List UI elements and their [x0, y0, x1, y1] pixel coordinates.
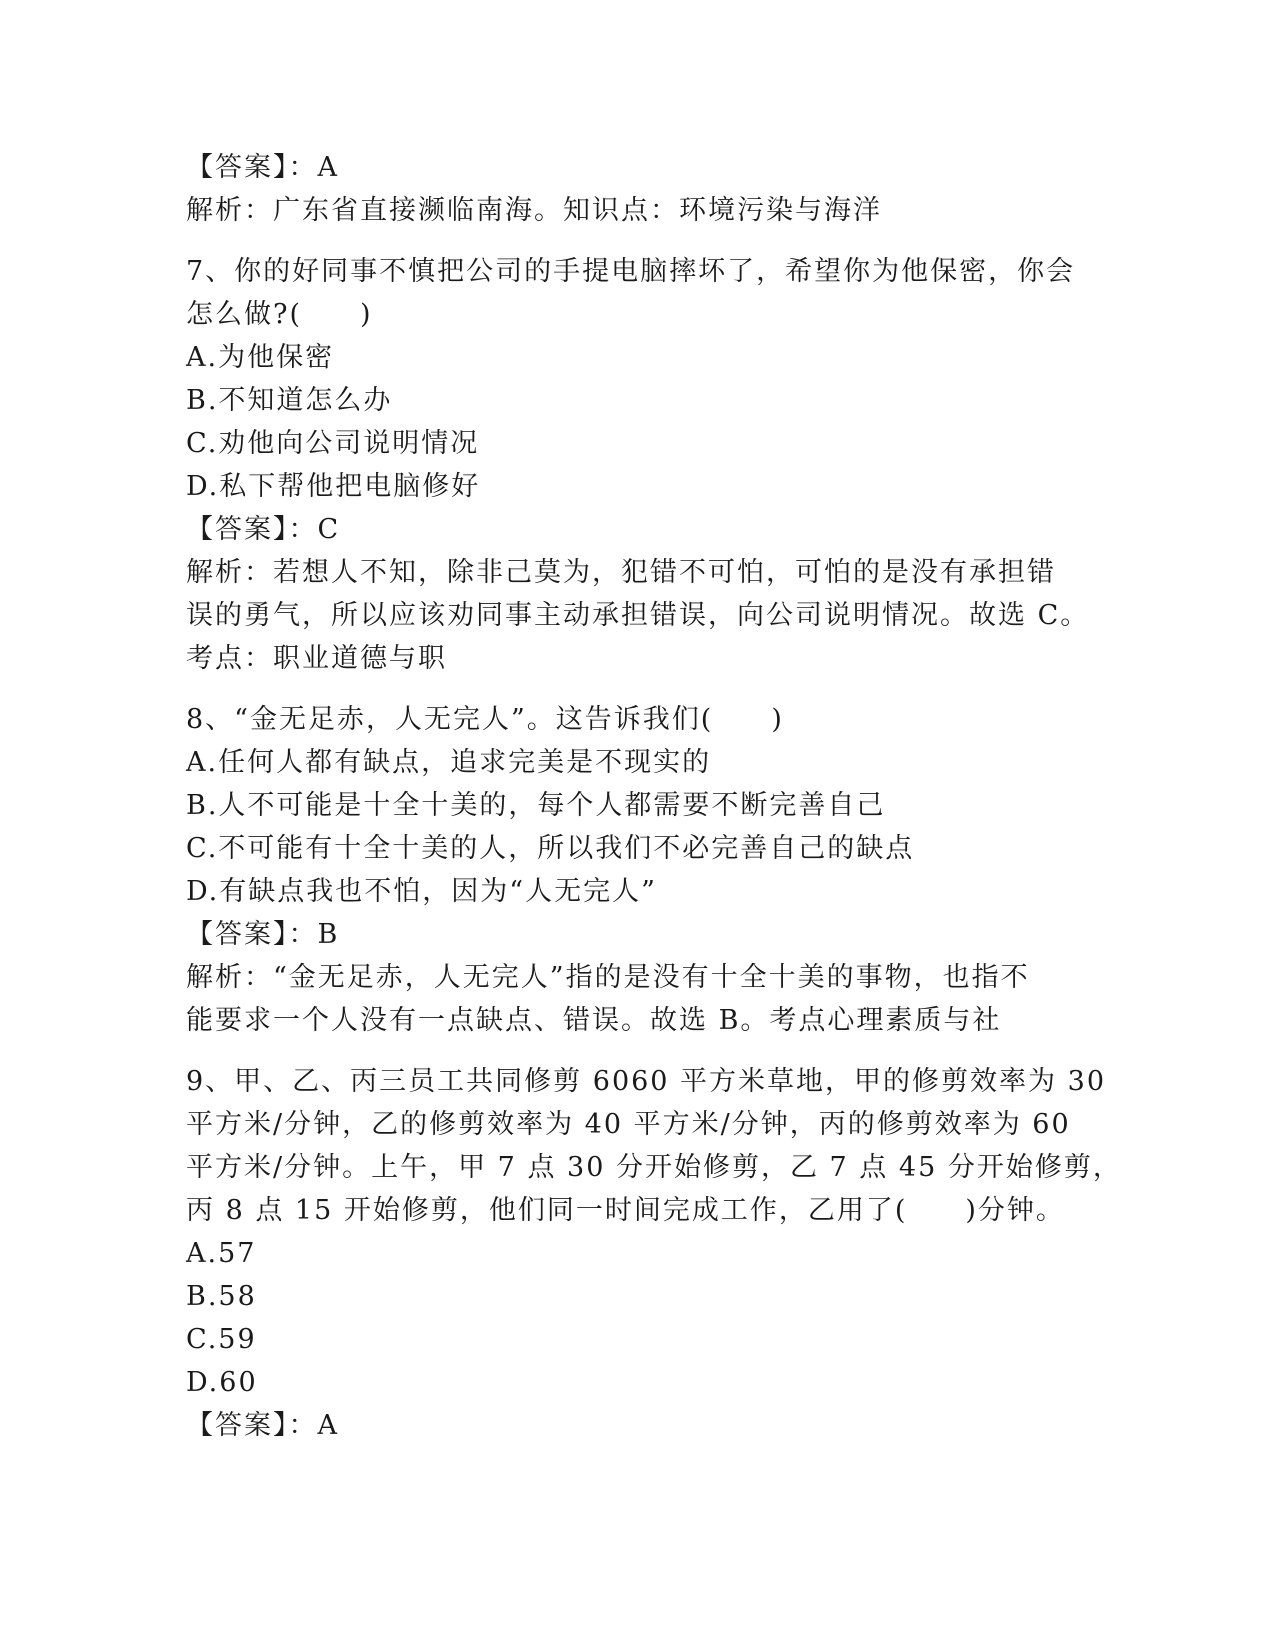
question-stem-line: 丙 8 点 15 开始修剪，他们同一时间完成工作，乙用了( )分钟。 [186, 1195, 1065, 1226]
option-c: C.劝他向公司说明情况 [186, 428, 480, 459]
option-c: C.不可能有十全十美的人，所以我们不必完善自己的缺点 [186, 833, 915, 864]
option-a: A.57 [186, 1238, 257, 1269]
answer-line: 【答案】：C [186, 514, 341, 545]
answer-line: 【答案】：B [186, 919, 340, 950]
question-7 [186, 250, 1090, 680]
question-9 [186, 1060, 1122, 1447]
option-b: B.人不可能是十全十美的，每个人都需要不断完善自己 [186, 790, 886, 821]
question-6-tail [186, 146, 1086, 232]
answer-line: 【答案】：A [186, 152, 339, 183]
option-a: A.为他保密 [186, 342, 335, 373]
question-stem-line: 怎么做?( ) [186, 299, 373, 330]
document-page [186, 146, 1122, 1447]
option-d: D.60 [186, 1367, 258, 1398]
answer-line: 【答案】：A [186, 1410, 339, 1441]
analysis-line: 考点：职业道德与职 [186, 643, 447, 674]
analysis-line: 误的勇气，所以应该劝同事主动承担错误，向公司说明情况。故选 C。 [186, 600, 1090, 631]
option-c: C.59 [186, 1324, 257, 1355]
option-d: D.私下帮他把电脑修好 [186, 471, 481, 502]
question-8 [186, 698, 1086, 1042]
question-stem-line: 平方米/分钟，乙的修剪效率为 40 平方米/分钟，丙的修剪效率为 60 [186, 1109, 1071, 1140]
option-b: B.不知道怎么办 [186, 385, 393, 416]
analysis-line: 解析：“金无足赤，人无完人”指的是没有十全十美的事物，也指不 [186, 962, 1030, 993]
analysis-line: 能要求一个人没有一点缺点、错误。故选 B。考点心理素质与社 [186, 1005, 1002, 1036]
question-stem-line: 7、你的好同事不慎把公司的手提电脑摔坏了，希望你为他保密，你会 [186, 256, 1076, 287]
question-stem-line: 平方米/分钟。上午，甲 7 点 30 分开始修剪，乙 7 点 45 分开始修剪， [186, 1152, 1122, 1183]
analysis-line: 解析：广东省直接濒临南海。知识点：环境污染与海洋 [186, 195, 882, 226]
question-stem-line: 9、甲、乙、丙三员工共同修剪 6060 平方米草地，甲的修剪效率为 30 [186, 1066, 1106, 1097]
option-d: D.有缺点我也不怕，因为“人无完人” [186, 876, 657, 907]
question-stem-line: 8、“金无足赤，人无完人”。这告诉我们( ) [186, 704, 784, 735]
option-b: B.58 [186, 1281, 257, 1312]
analysis-line: 解析：若想人不知，除非己莫为，犯错不可怕，可怕的是没有承担错 [186, 557, 1056, 588]
option-a: A.任何人都有缺点，追求完美是不现实的 [186, 747, 712, 778]
